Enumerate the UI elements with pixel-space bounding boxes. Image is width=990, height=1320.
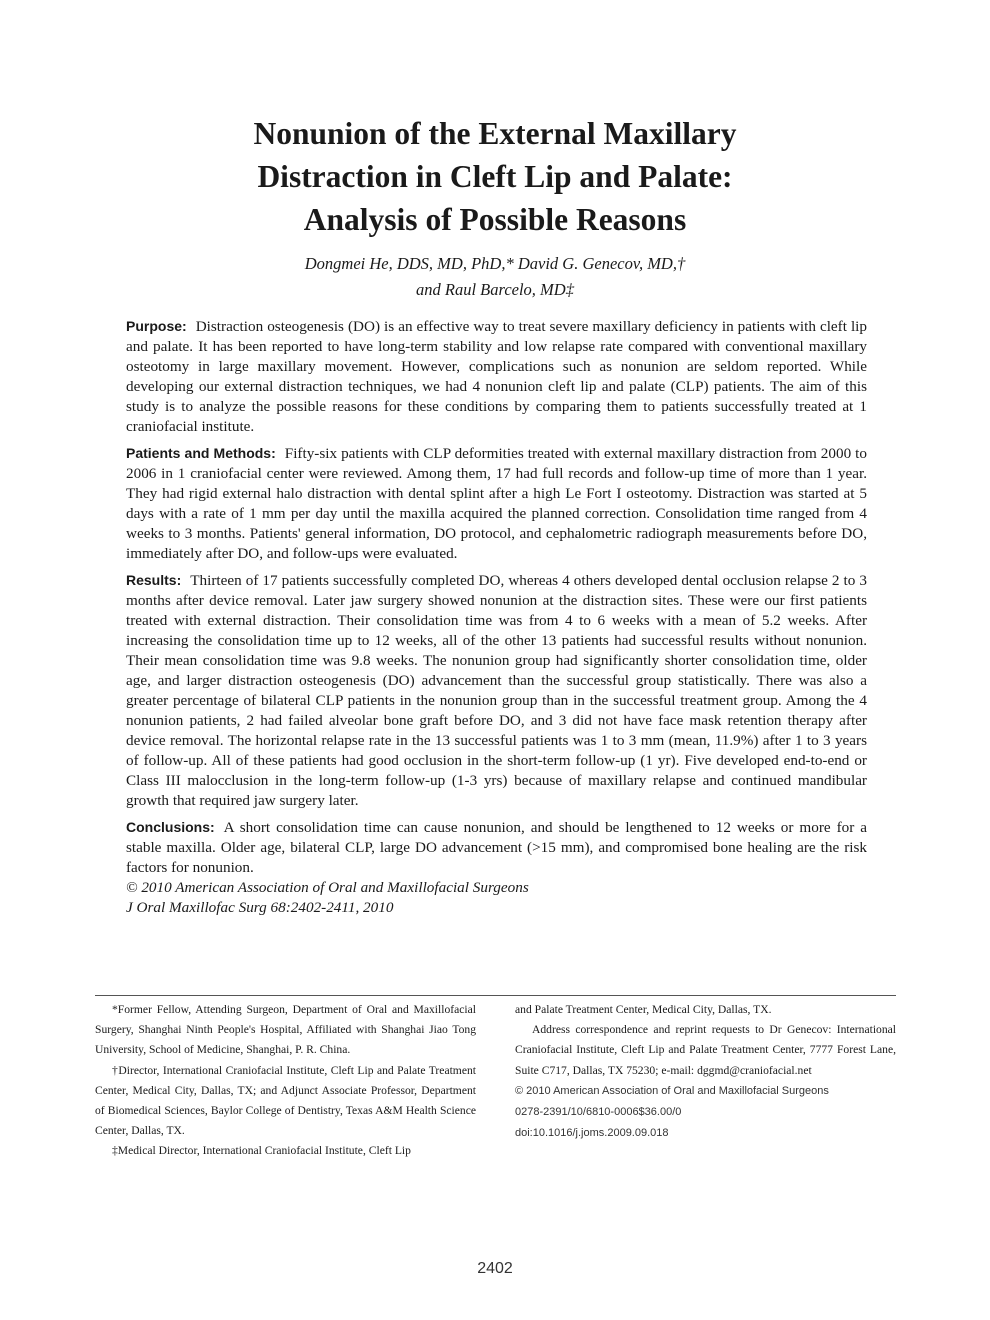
methods-label: Patients and Methods: xyxy=(126,445,276,461)
correspondence-note xyxy=(515,1020,896,1081)
author-list xyxy=(110,251,880,303)
abstract-methods xyxy=(126,443,867,564)
footnote-affiliation-1: *Former Fellow, Attending Surgeon, Department of Oral and Maxillofacial Surgery, Shanghai Ninth People's Hospital, Affiliated with Shanghai Jiao Tong University, School of Medicine, Shanghai, P. R. China. xyxy=(95,1003,476,1057)
purpose-text: Distraction osteogenesis (DO) is an effective way to treat severe maxillary deficiency in patients with cleft lip and palate. It has been reported to have long-term stability and low relapse rate compared with conventional maxillary osteotomy in large maxillary movement. However, complications such as nonunion are seldom reported. While developing our external distraction techniques, we had 4 nonunion cleft lip and palate (CLP) patients. The aim of this study is to analyze the possible reasons for these conditions by comparing them to patients successfully treated at 1 craniofacial institute. xyxy=(126,318,867,435)
footnote-affiliation-2: †Director, International Craniofacial Institute, Cleft Lip and Palate Treatment Center, Medical City, Dallas, TX; and Adjunct Associate Professor, Department of Biomedical Sciences, Baylor College of Dentistry, Texas A&M Health Science Center, Dallas, TX. xyxy=(95,1063,476,1138)
title-line-3: Analysis of Possible Reasons xyxy=(303,202,687,237)
footnote-affiliation-3-continued: and Palate Treatment Center, Medical City, Dallas, TX. xyxy=(515,1003,772,1016)
abstract xyxy=(126,316,867,918)
abstract-results xyxy=(126,570,867,811)
journal-citation: J Oral Maxillofac Surg 68:2402-2411, 2010 xyxy=(126,899,394,916)
results-text: Thirteen of 17 patients successfully completed DO, whereas 4 others developed dental occlusion relapse 2 to 3 months after device removal. Later jaw surgery showed nonunion at the distraction sites. These were our first patients treated with external distraction. Their consolidation time was from 4 to 6 weeks with a mean of 5.2 weeks. After increasing the consolidation time up to 12 weeks, all of the other 13 patients had successful results without nonunion. Their mean consolidation time was 9.8 weeks. The nonunion group had significantly shorter consolidation time, older age, and larger distraction osteogenesis (DO) advancement than the successful group statistically. There was also a greater percentage of bilateral CLP patients in the nonunion group than in the successful treatment group. Among the 4 nonunion patients, 2 had failed alveolar bone graft before DO, and 3 did not have face mask retention therapy after device removal. The horizontal relapse rate in the 13 successful patients was 1 to 3 mm (mean, 11.9%) after 1 to 3 years of follow-up. All of these patients had good occlusion in the short-term follow-up (1 yr). Five developed end-to-end or Class III malocclusion in the long-term follow-up (1-3 yrs) because of maxillary relapse and continued mandibular growth that required jaw surgery later. xyxy=(126,572,867,809)
abstract-purpose xyxy=(126,316,867,437)
methods-text: Fifty-six patients with CLP deformities treated with external maxillary distraction from 2000 to 2006 in 1 craniofacial center were reviewed. Among them, 17 had full records and follow-up time of more than 1 year. They had rigid external halo distraction with dental splint after a high Le Fort I osteotomy. Distraction was started at 5 days with a rate of 1 mm per day until the maxilla acquired the planned correction. Consolidation time ranged from 4 weeks to 3 months. Patients' general information, DO protocol, and cephalometric radiograph measurements before DO, immediately after DO, and follow-ups were evaluated. xyxy=(126,445,867,562)
page-number: 2402 xyxy=(477,1260,513,1277)
authors-line-1: Dongmei He, DDS, MD, PhD,* David G. Genecov, MD,† xyxy=(304,254,686,273)
results-label: Results: xyxy=(126,572,182,588)
title-line-2: Distraction in Cleft Lip and Palate: xyxy=(257,159,733,194)
purpose-label: Purpose: xyxy=(126,318,187,334)
abstract-copyright: © 2010 American Association of Oral and Maxillofacial Surgeons xyxy=(126,879,529,896)
footnote-copyright: © 2010 American Association of Oral and Maxillofacial Surgeons xyxy=(515,1084,829,1097)
footnote-affiliation-3: ‡Medical Director, International Craniofacial Institute, Cleft Lip xyxy=(112,1144,411,1158)
footnote-divider xyxy=(95,995,896,996)
doi-link[interactable]: doi:10.1016/j.joms.2009.09.018 xyxy=(515,1126,669,1139)
issn-code: 0278-2391/10/6810-0006$36.00/0 xyxy=(515,1105,682,1118)
article-title xyxy=(110,112,880,241)
conclusions-label: Conclusions: xyxy=(126,819,215,835)
footnotes-right-column xyxy=(515,1000,896,1144)
authors-line-2: and Raul Barcelo, MD‡ xyxy=(416,280,574,299)
footnotes-left-column xyxy=(95,1000,476,1162)
title-line-1: Nonunion of the External Maxillary xyxy=(253,116,737,151)
correspondence-text: Address correspondence and reprint requests to Dr Genecov: International Craniofacial Institute, Cleft Lip and Palate Treatment Center, 7777 Forest Lane, Suite C717, Dallas, TX 75230; e-mail: xyxy=(515,1023,896,1077)
conclusions-text: A short consolidation time can cause nonunion, and should be lengthened to 12 weeks or more for a stable maxilla. Older age, bilateral CLP, large DO advancement (>15 mm), and compromised bone healing are the risk factors for nonunion. xyxy=(126,819,867,876)
abstract-conclusions xyxy=(126,817,867,878)
correspondence-email-link[interactable]: dggmd@craniofacial.net xyxy=(697,1063,812,1077)
